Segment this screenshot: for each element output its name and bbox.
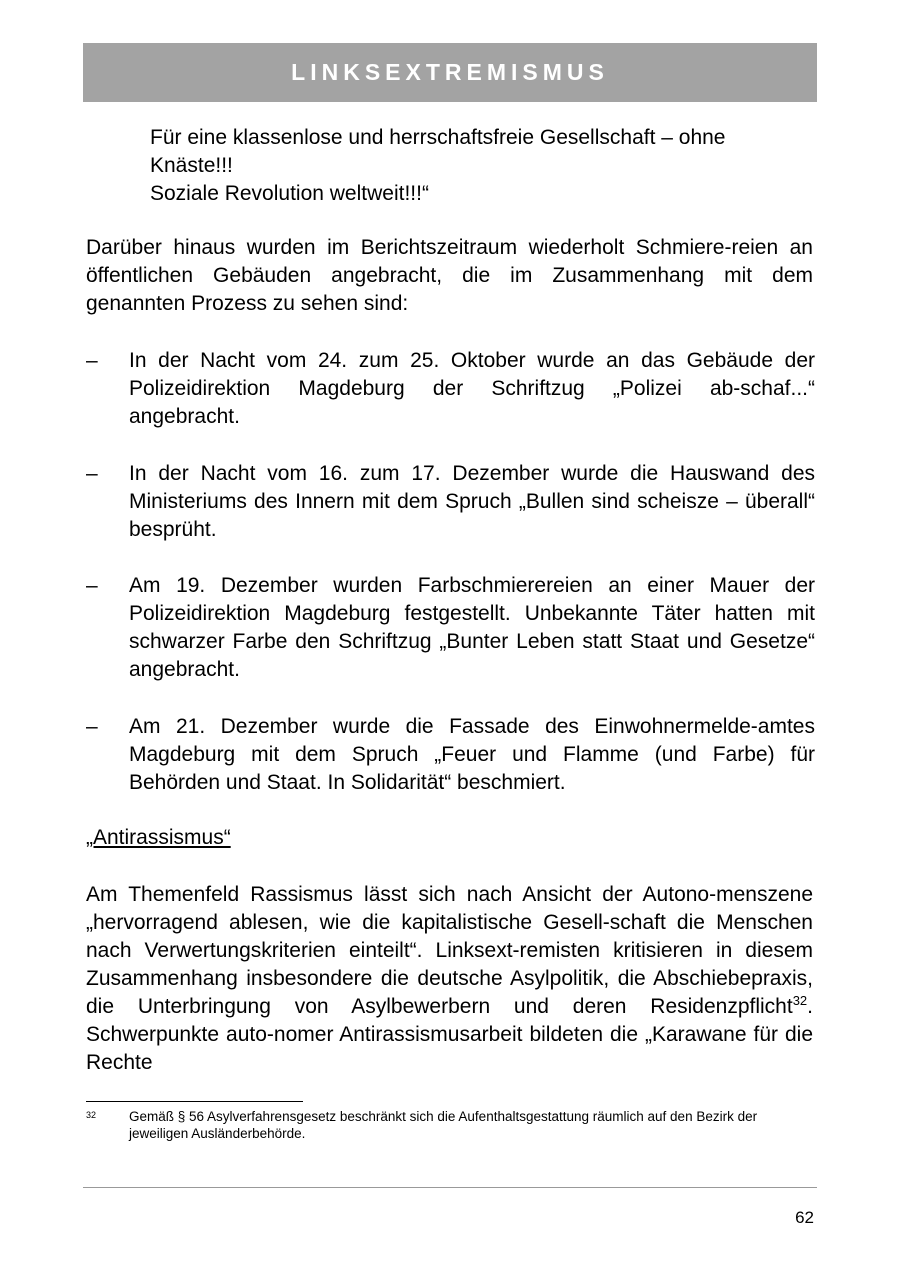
dash-bullet: –: [86, 349, 98, 372]
antirassismus-paragraph: [86, 881, 813, 1077]
list-item-text: Am 21. Dezember wurde die Fassade des Einwohnermelde-amtes Magdeburg mit dem Spruch „Feuer und Flamme (und Farbe) für Behörden und Staat. In Solidarität“ beschmiert.: [129, 715, 815, 794]
list-item: [86, 460, 815, 544]
footnote-text: Gemäß § 56 Asylverfahrensgesetz beschränkt sich die Aufenthaltsgestattung räumlich auf den Bezirk der jeweiligen Ausländerbehörde.: [129, 1109, 758, 1141]
section-title: LINKSEXTREMISMUS: [291, 59, 609, 85]
paragraph-text-part1: Am Themenfeld Rassismus lässt sich nach Ansicht der Autono-menszene „hervorragend ablesen, wie die kapitalistische Gesell-schaft die Menschen nach Verwertungskriterien einteilt“. Linksext-remisten kritisieren in diesem Zusammenhang insbesondere die deutsche Asylpolitik, die Abschiebepraxis, die Unterbringung von Asylbewerbern und deren Residenzpflicht: [86, 883, 813, 1018]
quote-line-3: Soziale Revolution weltweit!!!“: [150, 182, 429, 205]
section-header-bar: [83, 43, 817, 102]
paragraph-text-part2: . Schwerpunkte auto-nomer Antirassismusarbeit bildeten die „Karawane für die Rechte: [86, 995, 813, 1074]
footer-divider: [83, 1187, 817, 1188]
list-item-text: In der Nacht vom 24. zum 25. Oktober wurde an das Gebäude der Polizeidirektion Magdeburg der Schriftzug „Polizei ab-schaf...“ angebracht.: [129, 349, 815, 428]
intro-paragraph: [86, 234, 813, 318]
quote-line-1: Für eine klassenlose und herrschaftsfreie Gesellschaft – ohne: [150, 126, 726, 149]
list-item-text: In der Nacht vom 16. zum 17. Dezember wurde die Hauswand des Ministeriums des Innern mit dem Spruch „Bullen sind scheisze – überall“ besprüht.: [129, 462, 815, 541]
list-item-text: Am 19. Dezember wurden Farbschmierereien an einer Mauer der Polizeidirektion Magdeburg festgestellt. Unbekannte Täter hatten mit schwarzer Farbe den Schriftzug „Bunter Leben statt Staat und Gesetze“ angebracht.: [129, 574, 815, 681]
footnote-reference[interactable]: 32: [792, 993, 808, 1008]
quote-line-2: Knäste!!!: [150, 154, 233, 177]
quote-block: [150, 124, 815, 208]
list-item: [86, 572, 815, 684]
page-number: 62: [795, 1208, 814, 1227]
subheading: „Antirassismus“: [86, 826, 231, 849]
dash-bullet: –: [86, 715, 98, 738]
footnote-separator: [86, 1101, 303, 1102]
dash-bullet: –: [86, 462, 98, 485]
dash-bullet: –: [86, 574, 98, 597]
list-item: [86, 713, 815, 797]
paragraph-text: [86, 881, 813, 1077]
footnote: [86, 1108, 815, 1142]
list-item: [86, 347, 815, 431]
intro-text: Darüber hinaus wurden im Berichtszeitraum wiederholt Schmiere-reien an öffentlichen Gebäuden angebracht, die im Zusammenhang mit dem genannten Prozess zu sehen sind:: [86, 236, 813, 315]
footnote-number: 32: [86, 1110, 97, 1120]
